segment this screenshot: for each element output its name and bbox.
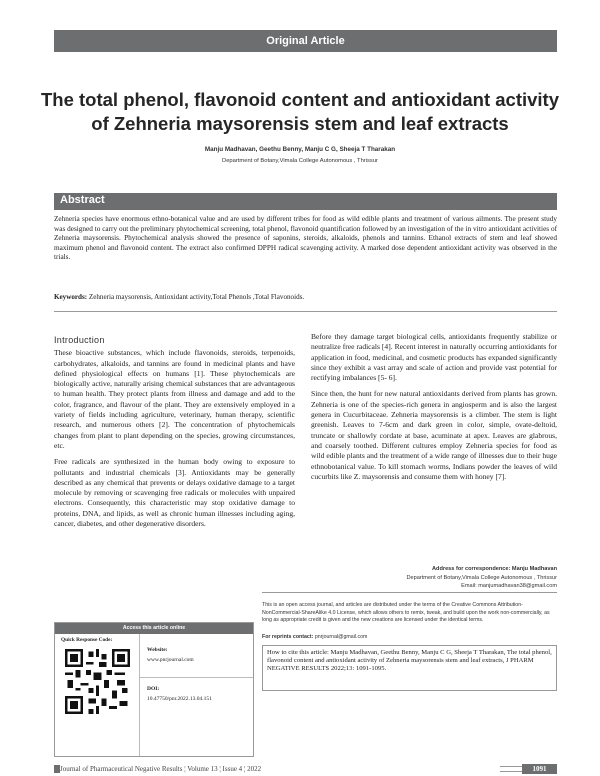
introduction-heading (54, 335, 295, 345)
introduction-heading-text: Introduction (54, 335, 105, 345)
correspondence-email[interactable]: manjumadhavan38@gmail.com (478, 583, 557, 589)
keywords-list: Zehneria maysorensis, Antioxidant activity,Total Phenols ,Total Flavonoids. (88, 293, 305, 301)
section-divider (54, 311, 557, 312)
abstract-heading: Abstract (60, 194, 105, 206)
qr-code-icon[interactable] (65, 649, 130, 714)
correspondence-block (300, 565, 557, 591)
affiliation: Department of Botany,Vimala College Autonomous , Thrissur (222, 158, 378, 164)
right-column (311, 332, 557, 488)
correspondence-label: Address for correspondence: (432, 566, 511, 572)
author-list: Manju Madhavan, Geethu Benny, Manju C G, Sheeja T Tharakan (204, 146, 396, 153)
intro-paragraph-2: Free radicals are synthesized in the human body owing to exposure to pollutants and industrial chemicals [3]. Antioxidants may be generally described as any chemical that prevents or delays oxidative damage to a target molecule by removing or scavenging free radicals or molecules with unpaired electrons. Consequently, this characteristic may stop oxidative damage to proteins, DNA, and lipids, as well as chronic human illnesses including aging, cancer, diabetes, and other degenerative disorders. (54, 457, 295, 529)
reprints-email[interactable]: pnrjournal@gmail.com (314, 634, 368, 640)
correspondence-line (300, 565, 557, 574)
correspondence-dept: Department of Botany,Vimala College Autonomous , Thrissur (406, 574, 557, 581)
qr-label: Quick Response Code: (61, 637, 113, 643)
keywords-label: Keywords: (54, 293, 88, 301)
abstract-text: Zehneria species have enormous ethno-botanical value and are used by different tribes for food as wild edible plants and treatment of various ailments. The present study was designed to carry out the preliminary phytochemical screening, total phenol, flavonoid quantification followed by an investigation of the in vitro antioxidant activities of Zehneria maysorensis. Phytochemical analysis showed the presence of saponins, steroids, alkaloids, phenols and tannins. Ethanol extracts of stem and leaf showed maximum phenol and flavonoid content. The extract also confirmed DPPH radical scavenging activity. A marked dose dependent antioxidant activity was observed in the trials. (54, 215, 557, 261)
reprints-contact (262, 634, 367, 640)
page-number: 1091 (522, 764, 557, 774)
access-box-divider (139, 634, 140, 756)
access-online-box (54, 622, 254, 757)
paper-title: The total phenol, flavonoid content and antioxidant activity of Zehneria maysorensis stem and leaf extracts (40, 89, 560, 134)
left-column (54, 335, 295, 535)
correspondence-name: Manju Madhavan (511, 566, 557, 572)
doi-link[interactable]: 10.47750/pnr.2022.13.04.151 (147, 696, 212, 702)
access-separator (139, 677, 253, 678)
article-type-label: Original Article (266, 35, 345, 47)
reprints-label: For reprints contact: (262, 634, 314, 640)
correspondence-divider (262, 592, 557, 593)
abstract-header-bar (54, 193, 557, 210)
correspondence-email-label: Email: (461, 583, 477, 589)
citation-box: How to cite this article: Manju Madhavan, Geethu Benny, Manju C G, Sheeja T Tharakan, The total phenol, flavonoid content and antioxidant activity of Zehneria maysorensis stem and leaf extracts, J PHARM NEGATIVE RESULTS 2022;13: 1091-1095. (262, 645, 557, 691)
intro-paragraph-4: Since then, the hunt for new natural antioxidants derived from plants has grown. Zehneria is one of the species-rich genera in angiosperm and is also the largest genera in Cucurbitaceae. Zehneria maysorensis is a climber. The stem is light greenish. Leaves to 7-6cm and dark green in color, simple, ovate-deltoid, truncate or shallowly cordate at base, acuminate at apex. Leaves are glabrous, and coarsely toothed. Different cultures employ Zehneria species for food as wild edible plants and the treatment of a wide range of illnesses due to their huge ethnobotanical value. To kill stomach worms, Indians powder the leaves of wild cucurbits like Z. maysorensis and consume them with honey [7]. (311, 389, 557, 481)
keywords (54, 293, 557, 301)
website-link[interactable]: www.pnrjournal.com (147, 657, 194, 663)
correspondence-email-line (300, 582, 557, 591)
access-heading: Access this article online (55, 623, 253, 634)
article-type-banner (54, 30, 557, 52)
doi-label: DOI: (147, 686, 160, 692)
footer-journal-info: Journal of Pharmaceutical Negative Results ¦ Volume 13 ¦ Issue 4 ¦ 2022 (60, 765, 500, 773)
intro-paragraph-1: These bioactive substances, which include flavonoids, steroids, terpenoids, carbohydrates, alkaloids, and tannins are found in medicinal plants and have defined physiological effects on humans [1]. These phytochemicals are biologically active, naturally arising chemical substances that are advantageous to human health. They protect plants from illness and damage and add to the color, fragrance, and flavour of the plant. They are extensively employed in a variety of fields including agriculture, veterinary, human therapy, scientific research, and numerous others [2]. The concentration of phytochemicals changes from plant to plant depending on the species, growing circumstances, etc. (54, 348, 295, 450)
license-notice: This is an open access journal, and articles are distributed under the terms of the Creative Commons Attribution-NonCommercial-ShareAlike 4.0 License, which allows others to remix, tweak, and build upon the work non-commercially, as long as appropriate credit is given and the new creations are licensed under the identical terms. (262, 602, 550, 624)
website-label: Website: (147, 647, 168, 653)
intro-paragraph-3: Before they damage target biological cells, antioxidants frequently stabilize or neutralize free radicals [4]. Recent interest in naturally occurring antioxidants for application in food, medicinal, and cosmetic products has expanded significantly since they exhibit a vast array and scale of action and provide vast potential for rectifying imbalances [5- 6]. (311, 332, 557, 383)
